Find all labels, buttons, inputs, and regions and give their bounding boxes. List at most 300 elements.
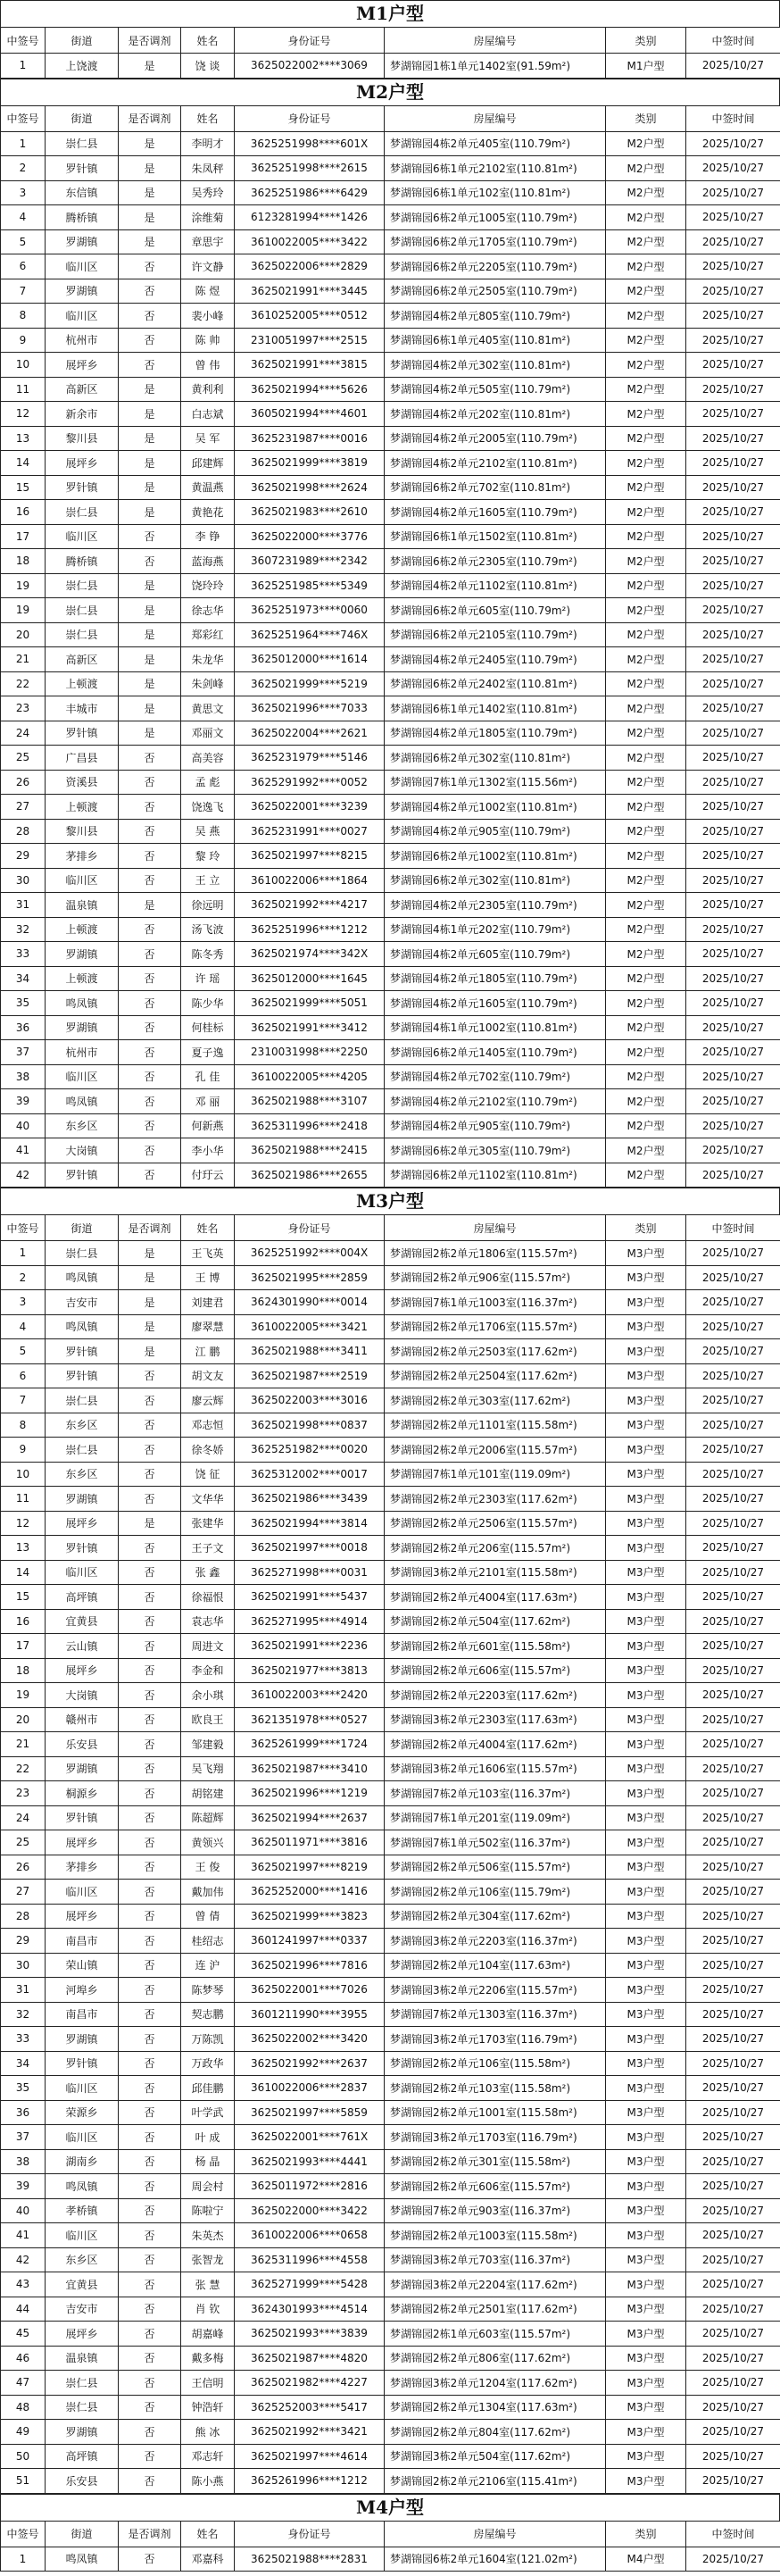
cell-lottery-number: 9 bbox=[1, 328, 46, 353]
cell-street: 南昌市 bbox=[46, 2002, 119, 2027]
cell-category: M2户型 bbox=[606, 180, 686, 205]
cell-name: 余小琪 bbox=[181, 1683, 235, 1708]
cell-house-number: 梦湖锦园3栋2单元1703室(116.79m²) bbox=[385, 2125, 606, 2150]
cell-name: 白志斌 bbox=[181, 402, 235, 427]
cell-lottery-number: 28 bbox=[1, 1904, 46, 1929]
cell-lottery-time: 2025/10/27 bbox=[686, 1413, 780, 1438]
cell-lottery-time: 2025/10/27 bbox=[686, 1089, 780, 1114]
cell-street: 上饶渡 bbox=[46, 54, 119, 79]
cell-name: 饶 征 bbox=[181, 1462, 235, 1487]
cell-category: M2户型 bbox=[606, 524, 686, 549]
table-row bbox=[1, 2297, 780, 2322]
cell-name: 廖翠慧 bbox=[181, 1314, 235, 1339]
cell-house-number: 梦湖锦园3栋2单元504室(117.62m²) bbox=[385, 2444, 606, 2469]
cell-name: 江 鹏 bbox=[181, 1339, 235, 1364]
cell-street: 上顿渡 bbox=[46, 671, 119, 696]
cell-adjusted: 是 bbox=[119, 598, 181, 623]
cell-id-number: 3625021988****2831 bbox=[235, 2547, 385, 2572]
table-row bbox=[1, 696, 780, 721]
cell-id-number: 3625011972****2816 bbox=[235, 2174, 385, 2199]
cell-lottery-time: 2025/10/27 bbox=[686, 2027, 780, 2052]
cell-name: 胡文友 bbox=[181, 1363, 235, 1388]
cell-id-number: 6123281994****1426 bbox=[235, 205, 385, 230]
table-row bbox=[1, 2322, 780, 2347]
cell-street: 临川区 bbox=[46, 868, 119, 893]
cell-adjusted: 是 bbox=[119, 500, 181, 525]
cell-id-number: 3625021997****8215 bbox=[235, 844, 385, 869]
cell-name: 王飞英 bbox=[181, 1241, 235, 1266]
cell-lottery-time: 2025/10/27 bbox=[686, 868, 780, 893]
cell-adjusted: 否 bbox=[119, 1805, 181, 1830]
cell-lottery-number: 12 bbox=[1, 1511, 46, 1536]
cell-id-number: 3625271998****0031 bbox=[235, 1560, 385, 1585]
cell-lottery-number: 21 bbox=[1, 1732, 46, 1757]
cell-lottery-number: 10 bbox=[1, 1462, 46, 1487]
table-row bbox=[1, 1904, 780, 1929]
allocation-table bbox=[0, 1214, 780, 2494]
cell-category: M3户型 bbox=[606, 2469, 686, 2494]
cell-category: M2户型 bbox=[606, 353, 686, 378]
cell-lottery-time: 2025/10/27 bbox=[686, 1634, 780, 1659]
cell-adjusted: 否 bbox=[119, 2198, 181, 2223]
table-row bbox=[1, 721, 780, 746]
cell-lottery-number: 19 bbox=[1, 598, 46, 623]
table-row bbox=[1, 1138, 780, 1163]
cell-street: 罗湖镇 bbox=[46, 1756, 119, 1781]
table-row bbox=[1, 573, 780, 598]
cell-house-number: 梦湖锦园2栋2单元106室(115.58m²) bbox=[385, 2051, 606, 2076]
cell-lottery-time: 2025/10/27 bbox=[686, 426, 780, 451]
cell-house-number: 梦湖锦园2栋2单元2503室(117.62m²) bbox=[385, 1339, 606, 1364]
cell-lottery-number: 41 bbox=[1, 1138, 46, 1163]
cell-lottery-number: 34 bbox=[1, 966, 46, 991]
table-row bbox=[1, 1339, 780, 1364]
cell-adjusted: 否 bbox=[119, 1040, 181, 1065]
cell-adjusted: 否 bbox=[119, 2027, 181, 2052]
cell-house-number: 梦湖锦园4栋2单元505室(110.79m²) bbox=[385, 377, 606, 402]
cell-street: 上顿渡 bbox=[46, 917, 119, 942]
cell-adjusted: 否 bbox=[119, 1363, 181, 1388]
table-row bbox=[1, 402, 780, 427]
cell-lottery-number: 3 bbox=[1, 1290, 46, 1315]
cell-id-number: 3625021977****3813 bbox=[235, 1658, 385, 1683]
column-header-name: 姓名 bbox=[181, 1215, 235, 1241]
cell-id-number: 3625012000****1614 bbox=[235, 647, 385, 672]
cell-lottery-time: 2025/10/27 bbox=[686, 795, 780, 820]
cell-lottery-time: 2025/10/27 bbox=[686, 1707, 780, 1732]
cell-street: 东乡区 bbox=[46, 1462, 119, 1487]
cell-adjusted: 否 bbox=[119, 819, 181, 844]
cell-category: M3户型 bbox=[606, 1880, 686, 1905]
cell-name: 李金和 bbox=[181, 1658, 235, 1683]
cell-adjusted: 否 bbox=[119, 1781, 181, 1806]
cell-house-number: 梦湖锦园2栋2单元606室(115.57m²) bbox=[385, 1658, 606, 1683]
cell-street: 临川区 bbox=[46, 524, 119, 549]
cell-category: M2户型 bbox=[606, 573, 686, 598]
table-row bbox=[1, 1388, 780, 1413]
cell-adjusted: 是 bbox=[119, 229, 181, 254]
table-row bbox=[1, 795, 780, 820]
cell-name: 王信明 bbox=[181, 2371, 235, 2396]
cell-street: 罗针镇 bbox=[46, 721, 119, 746]
cell-category: M3户型 bbox=[606, 1658, 686, 1683]
cell-house-number: 梦湖锦园6栋2单元2305室(110.79m²) bbox=[385, 549, 606, 574]
cell-name: 夏子逸 bbox=[181, 1040, 235, 1065]
cell-street: 鸣凤镇 bbox=[46, 1089, 119, 1114]
cell-id-number: 3624301993****4514 bbox=[235, 2297, 385, 2322]
cell-lottery-time: 2025/10/27 bbox=[686, 942, 780, 967]
cell-category: M2户型 bbox=[606, 622, 686, 647]
cell-house-number: 梦湖锦园4栋2单元405室(110.79m²) bbox=[385, 131, 606, 156]
cell-lottery-time: 2025/10/27 bbox=[686, 1585, 780, 1610]
cell-lottery-number: 40 bbox=[1, 2198, 46, 2223]
cell-house-number: 梦湖锦园4栋2单元905室(110.79m²) bbox=[385, 819, 606, 844]
cell-house-number: 梦湖锦园7栋1单元101室(119.09m²) bbox=[385, 1462, 606, 1487]
cell-id-number: 3625231987****0016 bbox=[235, 426, 385, 451]
cell-id-number: 3625021999****5219 bbox=[235, 671, 385, 696]
table-row bbox=[1, 991, 780, 1016]
column-header-category: 类别 bbox=[606, 28, 686, 54]
column-header-adjusted: 是否调剂 bbox=[119, 2521, 181, 2547]
cell-category: M2户型 bbox=[606, 844, 686, 869]
cell-category: M3户型 bbox=[606, 1904, 686, 1929]
cell-lottery-number: 9 bbox=[1, 1438, 46, 1463]
table-row bbox=[1, 1830, 780, 1855]
cell-name: 吴秀玲 bbox=[181, 180, 235, 205]
cell-adjusted: 是 bbox=[119, 721, 181, 746]
cell-name: 黄温燕 bbox=[181, 475, 235, 500]
cell-category: M3户型 bbox=[606, 1707, 686, 1732]
cell-adjusted: 否 bbox=[119, 254, 181, 279]
cell-street: 临川区 bbox=[46, 2223, 119, 2248]
cell-street: 丰城市 bbox=[46, 696, 119, 721]
cell-house-number: 梦湖锦园4栋2单元805室(110.79m²) bbox=[385, 304, 606, 329]
cell-lottery-number: 23 bbox=[1, 1781, 46, 1806]
cell-lottery-number: 6 bbox=[1, 254, 46, 279]
cell-adjusted: 否 bbox=[119, 2444, 181, 2469]
cell-adjusted: 否 bbox=[119, 1585, 181, 1610]
cell-category: M3户型 bbox=[606, 2371, 686, 2396]
table-row bbox=[1, 156, 780, 181]
cell-adjusted: 是 bbox=[119, 1314, 181, 1339]
table-row bbox=[1, 1487, 780, 1512]
cell-id-number: 3625021991****5437 bbox=[235, 1585, 385, 1610]
cell-lottery-number: 4 bbox=[1, 1314, 46, 1339]
cell-street: 展坪乡 bbox=[46, 1511, 119, 1536]
cell-street: 展坪乡 bbox=[46, 353, 119, 378]
cell-house-number: 梦湖锦园2栋2单元1706室(115.57m²) bbox=[385, 1314, 606, 1339]
table-row bbox=[1, 2174, 780, 2199]
cell-lottery-time: 2025/10/27 bbox=[686, 573, 780, 598]
cell-category: M2户型 bbox=[606, 696, 686, 721]
table-header-row bbox=[1, 2521, 780, 2547]
cell-lottery-number: 25 bbox=[1, 746, 46, 771]
cell-lottery-number: 11 bbox=[1, 377, 46, 402]
cell-lottery-time: 2025/10/27 bbox=[686, 2051, 780, 2076]
table-row bbox=[1, 1536, 780, 1561]
cell-house-number: 梦湖锦园6栋2单元1604室(121.02m²) bbox=[385, 2547, 606, 2572]
cell-street: 展坪乡 bbox=[46, 1658, 119, 1683]
table-row bbox=[1, 2395, 780, 2420]
cell-category: M2户型 bbox=[606, 475, 686, 500]
cell-house-number: 梦湖锦园2栋2单元2504室(117.62m²) bbox=[385, 1363, 606, 1388]
cell-category: M1户型 bbox=[606, 54, 686, 79]
cell-name: 契志鹏 bbox=[181, 2002, 235, 2027]
cell-lottery-time: 2025/10/27 bbox=[686, 1560, 780, 1585]
cell-category: M3户型 bbox=[606, 1339, 686, 1364]
cell-street: 展坪乡 bbox=[46, 2322, 119, 2347]
cell-name: 周会村 bbox=[181, 2174, 235, 2199]
cell-lottery-time: 2025/10/27 bbox=[686, 696, 780, 721]
column-header-lottery-time: 中签时间 bbox=[686, 28, 780, 54]
cell-name: 曾 伟 bbox=[181, 353, 235, 378]
cell-id-number: 3625021982****4227 bbox=[235, 2371, 385, 2396]
cell-house-number: 梦湖锦园2栋2单元2303室(117.62m²) bbox=[385, 1487, 606, 1512]
cell-house-number: 梦湖锦园2栋2单元206室(115.57m²) bbox=[385, 1536, 606, 1561]
cell-name: 吴 燕 bbox=[181, 819, 235, 844]
cell-lottery-time: 2025/10/27 bbox=[686, 2174, 780, 2199]
cell-lottery-number: 2 bbox=[1, 156, 46, 181]
section-title: M3户型 bbox=[0, 1188, 780, 1214]
cell-lottery-time: 2025/10/27 bbox=[686, 2297, 780, 2322]
cell-lottery-time: 2025/10/27 bbox=[686, 1064, 780, 1089]
cell-house-number: 梦湖锦园4栋2单元202室(110.81m²) bbox=[385, 402, 606, 427]
cell-name: 徐福恨 bbox=[181, 1585, 235, 1610]
cell-id-number: 3625251973****0060 bbox=[235, 598, 385, 623]
cell-category: M2户型 bbox=[606, 893, 686, 918]
cell-id-number: 3625021995****2859 bbox=[235, 1265, 385, 1290]
cell-name: 黄领兴 bbox=[181, 1830, 235, 1855]
cell-category: M2户型 bbox=[606, 1113, 686, 1138]
cell-id-number: 3610022005****3421 bbox=[235, 1314, 385, 1339]
cell-street: 崇仁县 bbox=[46, 1388, 119, 1413]
cell-lottery-number: 30 bbox=[1, 1953, 46, 1978]
table-row bbox=[1, 1756, 780, 1781]
cell-adjusted: 否 bbox=[119, 1830, 181, 1855]
cell-category: M4户型 bbox=[606, 2547, 686, 2572]
cell-name: 叶学武 bbox=[181, 2100, 235, 2125]
cell-street: 茅排乡 bbox=[46, 844, 119, 869]
cell-category: M3户型 bbox=[606, 1290, 686, 1315]
cell-category: M3户型 bbox=[606, 1830, 686, 1855]
cell-adjusted: 否 bbox=[119, 2051, 181, 2076]
table-row bbox=[1, 622, 780, 647]
column-header-name: 姓名 bbox=[181, 28, 235, 54]
cell-street: 杭州市 bbox=[46, 328, 119, 353]
table-row bbox=[1, 1585, 780, 1610]
cell-house-number: 梦湖锦园2栋2单元606室(115.57m²) bbox=[385, 2174, 606, 2199]
cell-name: 胡嘉峰 bbox=[181, 2322, 235, 2347]
cell-adjusted: 否 bbox=[119, 2223, 181, 2248]
table-row bbox=[1, 524, 780, 549]
cell-street: 罗针镇 bbox=[46, 156, 119, 181]
table-row bbox=[1, 819, 780, 844]
cell-street: 崇仁县 bbox=[46, 2395, 119, 2420]
cell-id-number: 3625251964****746X bbox=[235, 622, 385, 647]
cell-lottery-number: 10 bbox=[1, 353, 46, 378]
cell-lottery-time: 2025/10/27 bbox=[686, 1756, 780, 1781]
cell-adjusted: 否 bbox=[119, 795, 181, 820]
cell-house-number: 梦湖锦园7栋1单元1302室(115.56m²) bbox=[385, 770, 606, 795]
cell-name: 邓 丽 bbox=[181, 1089, 235, 1114]
cell-street: 鸣凤镇 bbox=[46, 2174, 119, 2199]
cell-house-number: 梦湖锦园2栋2单元906室(115.57m²) bbox=[385, 1265, 606, 1290]
cell-house-number: 梦湖锦园3栋2单元2206室(115.57m²) bbox=[385, 1978, 606, 2003]
column-header-category: 类别 bbox=[606, 105, 686, 131]
cell-name: 文华华 bbox=[181, 1487, 235, 1512]
cell-lottery-time: 2025/10/27 bbox=[686, 180, 780, 205]
cell-street: 罗湖镇 bbox=[46, 2027, 119, 2052]
cell-id-number: 3625291992****0052 bbox=[235, 770, 385, 795]
cell-name: 李 铮 bbox=[181, 524, 235, 549]
cell-id-number: 3625021996****7033 bbox=[235, 696, 385, 721]
cell-category: M3户型 bbox=[606, 1438, 686, 1463]
cell-street: 新余市 bbox=[46, 402, 119, 427]
cell-lottery-number: 33 bbox=[1, 942, 46, 967]
cell-lottery-time: 2025/10/27 bbox=[686, 1163, 780, 1188]
cell-house-number: 梦湖锦园4栋2单元2405室(110.79m²) bbox=[385, 647, 606, 672]
cell-street: 广昌县 bbox=[46, 746, 119, 771]
cell-street: 崇仁县 bbox=[46, 131, 119, 156]
cell-adjusted: 是 bbox=[119, 205, 181, 230]
cell-lottery-time: 2025/10/27 bbox=[686, 1314, 780, 1339]
cell-adjusted: 否 bbox=[119, 2247, 181, 2272]
cell-house-number: 梦湖锦园3栋2单元2101室(115.58m²) bbox=[385, 1560, 606, 1585]
cell-house-number: 梦湖锦园6栋2单元605室(110.79m²) bbox=[385, 598, 606, 623]
cell-id-number: 3625021997****8219 bbox=[235, 1855, 385, 1880]
cell-house-number: 梦湖锦园6栋2单元2105室(110.79m²) bbox=[385, 622, 606, 647]
cell-id-number: 3625021987****2519 bbox=[235, 1363, 385, 1388]
cell-category: M2户型 bbox=[606, 746, 686, 771]
cell-id-number: 3625271995****4914 bbox=[235, 1609, 385, 1634]
table-row bbox=[1, 2051, 780, 2076]
cell-lottery-number: 47 bbox=[1, 2371, 46, 2396]
cell-street: 展坪乡 bbox=[46, 1830, 119, 1855]
cell-category: M2户型 bbox=[606, 205, 686, 230]
column-header-id-number: 身份证号 bbox=[235, 2521, 385, 2547]
cell-lottery-time: 2025/10/27 bbox=[686, 500, 780, 525]
cell-name: 熊 冰 bbox=[181, 2420, 235, 2445]
cell-adjusted: 否 bbox=[119, 991, 181, 1016]
cell-lottery-number: 30 bbox=[1, 868, 46, 893]
column-header-name: 姓名 bbox=[181, 105, 235, 131]
column-header-lottery-time: 中签时间 bbox=[686, 1215, 780, 1241]
table-row bbox=[1, 1113, 780, 1138]
cell-lottery-number: 7 bbox=[1, 279, 46, 304]
cell-adjusted: 否 bbox=[119, 1707, 181, 1732]
cell-adjusted: 否 bbox=[119, 1880, 181, 1905]
cell-category: M2户型 bbox=[606, 279, 686, 304]
cell-house-number: 梦湖锦园4栋2单元1805室(110.79m²) bbox=[385, 966, 606, 991]
cell-adjusted: 是 bbox=[119, 1339, 181, 1364]
cell-name: 孟 彪 bbox=[181, 770, 235, 795]
cell-category: M3户型 bbox=[606, 2444, 686, 2469]
cell-name: 付玗云 bbox=[181, 1163, 235, 1188]
cell-id-number: 3610022006****2837 bbox=[235, 2076, 385, 2101]
cell-category: M3户型 bbox=[606, 1241, 686, 1266]
cell-category: M2户型 bbox=[606, 1040, 686, 1065]
cell-lottery-time: 2025/10/27 bbox=[686, 598, 780, 623]
cell-id-number: 3625021998****0837 bbox=[235, 1413, 385, 1438]
cell-category: M2户型 bbox=[606, 1015, 686, 1040]
cell-category: M3户型 bbox=[606, 1487, 686, 1512]
cell-lottery-number: 25 bbox=[1, 1830, 46, 1855]
cell-lottery-number: 24 bbox=[1, 721, 46, 746]
cell-id-number: 3625021997****4614 bbox=[235, 2444, 385, 2469]
table-row bbox=[1, 1732, 780, 1757]
cell-lottery-number: 13 bbox=[1, 1536, 46, 1561]
cell-category: M2户型 bbox=[606, 770, 686, 795]
cell-name: 万陈凯 bbox=[181, 2027, 235, 2052]
table-row bbox=[1, 1707, 780, 1732]
cell-name: 周进文 bbox=[181, 1634, 235, 1659]
cell-lottery-number: 37 bbox=[1, 1040, 46, 1065]
cell-lottery-number: 49 bbox=[1, 2420, 46, 2445]
cell-name: 叶 成 bbox=[181, 2125, 235, 2150]
cell-category: M3户型 bbox=[606, 2420, 686, 2445]
cell-house-number: 梦湖锦园2栋2单元1101室(115.58m²) bbox=[385, 1413, 606, 1438]
cell-house-number: 梦湖锦园6栋2单元1002室(110.81m²) bbox=[385, 844, 606, 869]
cell-street: 宜黄县 bbox=[46, 1609, 119, 1634]
cell-lottery-time: 2025/10/27 bbox=[686, 1904, 780, 1929]
table-row bbox=[1, 1658, 780, 1683]
cell-category: M2户型 bbox=[606, 549, 686, 574]
cell-name: 杨 晶 bbox=[181, 2149, 235, 2174]
cell-adjusted: 是 bbox=[119, 156, 181, 181]
cell-adjusted: 是 bbox=[119, 451, 181, 476]
cell-street: 罗湖镇 bbox=[46, 1487, 119, 1512]
cell-adjusted: 是 bbox=[119, 426, 181, 451]
cell-adjusted: 否 bbox=[119, 942, 181, 967]
cell-house-number: 梦湖锦园6栋2单元1405室(110.79m²) bbox=[385, 1040, 606, 1065]
cell-house-number: 梦湖锦园2栋2单元303室(117.62m²) bbox=[385, 1388, 606, 1413]
table-row bbox=[1, 1855, 780, 1880]
table-row bbox=[1, 1163, 780, 1188]
cell-lottery-time: 2025/10/27 bbox=[686, 54, 780, 79]
cell-id-number: 3625021994****5626 bbox=[235, 377, 385, 402]
cell-lottery-number: 32 bbox=[1, 917, 46, 942]
cell-adjusted: 否 bbox=[119, 2100, 181, 2125]
cell-name: 陈梦琴 bbox=[181, 1978, 235, 2003]
cell-lottery-number: 4 bbox=[1, 205, 46, 230]
cell-street: 东乡区 bbox=[46, 1113, 119, 1138]
cell-name: 饶逸飞 bbox=[181, 795, 235, 820]
cell-house-number: 梦湖锦园4栋1单元1002室(110.81m²) bbox=[385, 1015, 606, 1040]
cell-category: M3户型 bbox=[606, 2346, 686, 2371]
cell-name: 张 鑫 bbox=[181, 1560, 235, 1585]
cell-lottery-number: 5 bbox=[1, 1339, 46, 1364]
cell-lottery-time: 2025/10/27 bbox=[686, 647, 780, 672]
cell-street: 展坪乡 bbox=[46, 1904, 119, 1929]
cell-name: 黄艳花 bbox=[181, 500, 235, 525]
table-row bbox=[1, 475, 780, 500]
cell-adjusted: 是 bbox=[119, 377, 181, 402]
cell-category: M3户型 bbox=[606, 2272, 686, 2297]
cell-house-number: 梦湖锦园6栋2单元2402室(110.81m²) bbox=[385, 671, 606, 696]
cell-lottery-number: 31 bbox=[1, 1978, 46, 2003]
cell-street: 腾桥镇 bbox=[46, 205, 119, 230]
cell-street: 罗针镇 bbox=[46, 1536, 119, 1561]
cell-lottery-time: 2025/10/27 bbox=[686, 2149, 780, 2174]
cell-street: 鸣凤镇 bbox=[46, 991, 119, 1016]
cell-lottery-time: 2025/10/27 bbox=[686, 1040, 780, 1065]
cell-category: M2户型 bbox=[606, 966, 686, 991]
cell-street: 临川区 bbox=[46, 1064, 119, 1089]
cell-name: 邓志轩 bbox=[181, 2444, 235, 2469]
cell-id-number: 3625022000****3776 bbox=[235, 524, 385, 549]
cell-category: M3户型 bbox=[606, 2002, 686, 2027]
cell-street: 南昌市 bbox=[46, 1929, 119, 1954]
